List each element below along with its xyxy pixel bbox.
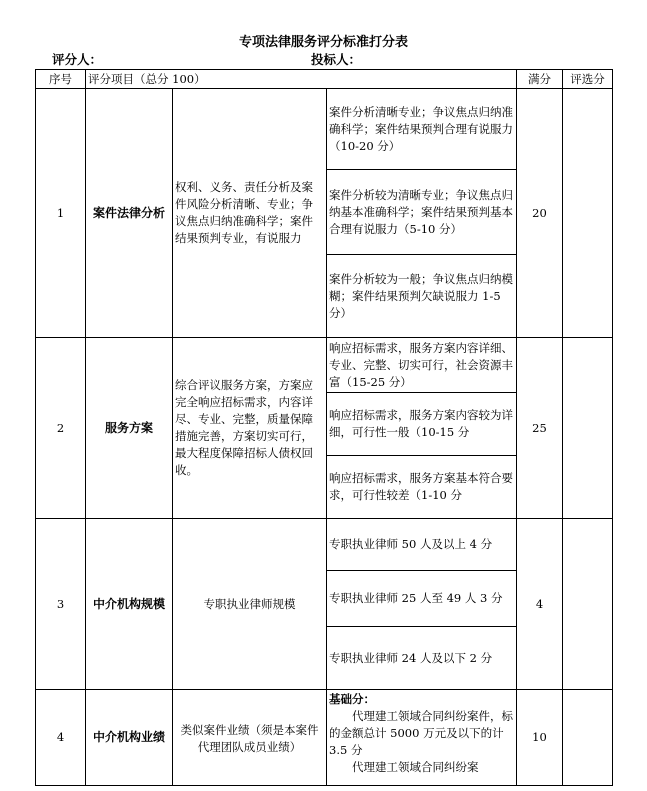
row-score-cell[interactable] xyxy=(563,338,612,518)
row-item: 中介机构规模 xyxy=(92,596,165,611)
row-description: 综合评议服务方案，方案应完全响应招标需求，内容详尽、专业、完整，质量保障措施完善，方案切实可行，最大程度保障招标人债权回收。 xyxy=(175,378,313,477)
criteria-item: 响应招标需求，服务方案内容较为详细，可行性一般（10-15 分 xyxy=(329,408,513,439)
criteria-heading: 基础分： xyxy=(329,692,375,706)
header-seq: 序号 xyxy=(49,71,72,86)
criteria-item: 专职执业律师 50 人及以上 4 分 xyxy=(329,537,493,551)
row-full-score: 25 xyxy=(532,420,547,435)
row-full-score: 20 xyxy=(532,205,547,220)
document-title: 专项法律服务评分标准打分表 xyxy=(238,35,408,50)
row-seq: 4 xyxy=(56,730,65,744)
header-score: 评选分 xyxy=(570,71,605,86)
criteria-item: 响应招标需求，服务方案基本符合要求，可行性较差（1-10 分 xyxy=(329,471,513,502)
row-description: 类似案件业绩（须是本案件代理团队成员业绩） xyxy=(180,722,319,754)
row-item: 服务方案 xyxy=(104,420,153,435)
row-seq: 1 xyxy=(56,205,65,220)
row-score-cell[interactable] xyxy=(563,690,612,785)
header-item: 评分项目（总分 100） xyxy=(88,71,206,86)
row-score-cell[interactable] xyxy=(563,519,612,689)
row-full-score: 4 xyxy=(535,596,544,611)
row-full-score: 10 xyxy=(532,730,547,744)
criteria-block xyxy=(327,690,516,785)
row-score-cell[interactable] xyxy=(563,89,612,337)
criteria-item: 案件分析较为一般；争议焦点归纳模糊；案件结果预判欠缺说服力 1-5 分） xyxy=(329,271,513,320)
row-item: 中介机构业绩 xyxy=(92,730,165,744)
row-seq: 3 xyxy=(56,596,65,611)
criteria-item: 代理建工领域合同纠纷案 xyxy=(352,760,479,774)
criteria-item: 代理建工领域合同纠纷案件，标的金额总计 5000 万元及以下的计 3.5 分 xyxy=(329,709,513,757)
row-item: 案件法律分析 xyxy=(92,205,165,220)
row-description: 权利、义务、责任分析及案件风险分析清晰、专业；争议焦点归纳准确科学；案件结果预判专业，有说服力 xyxy=(175,180,313,245)
criteria-item: 专职执业律师 24 人及以下 2 分 xyxy=(329,650,493,665)
criteria-item: 案件分析较为清晰专业；争议焦点归纳基本准确科学；案件结果预判基本合理有说服力（5-10 分） xyxy=(329,187,513,236)
bidder-label: 投标人： xyxy=(311,52,362,67)
criteria-item: 案件分析清晰专业；争议焦点归纳准确科学；案件结果预判合理有说服力（10-20 分） xyxy=(329,104,513,153)
criteria-item: 响应招标需求，服务方案内容详细、专业、完整、切实可行，社会资源丰富（15-25 分） xyxy=(329,340,513,389)
row-description: 专职执业律师规模 xyxy=(203,596,296,611)
row-seq: 2 xyxy=(56,420,65,435)
criteria-item: 专职执业律师 25 人至 49 人 3 分 xyxy=(329,591,503,605)
evaluator-label: 评分人： xyxy=(52,52,103,67)
header-full: 满分 xyxy=(528,71,551,86)
